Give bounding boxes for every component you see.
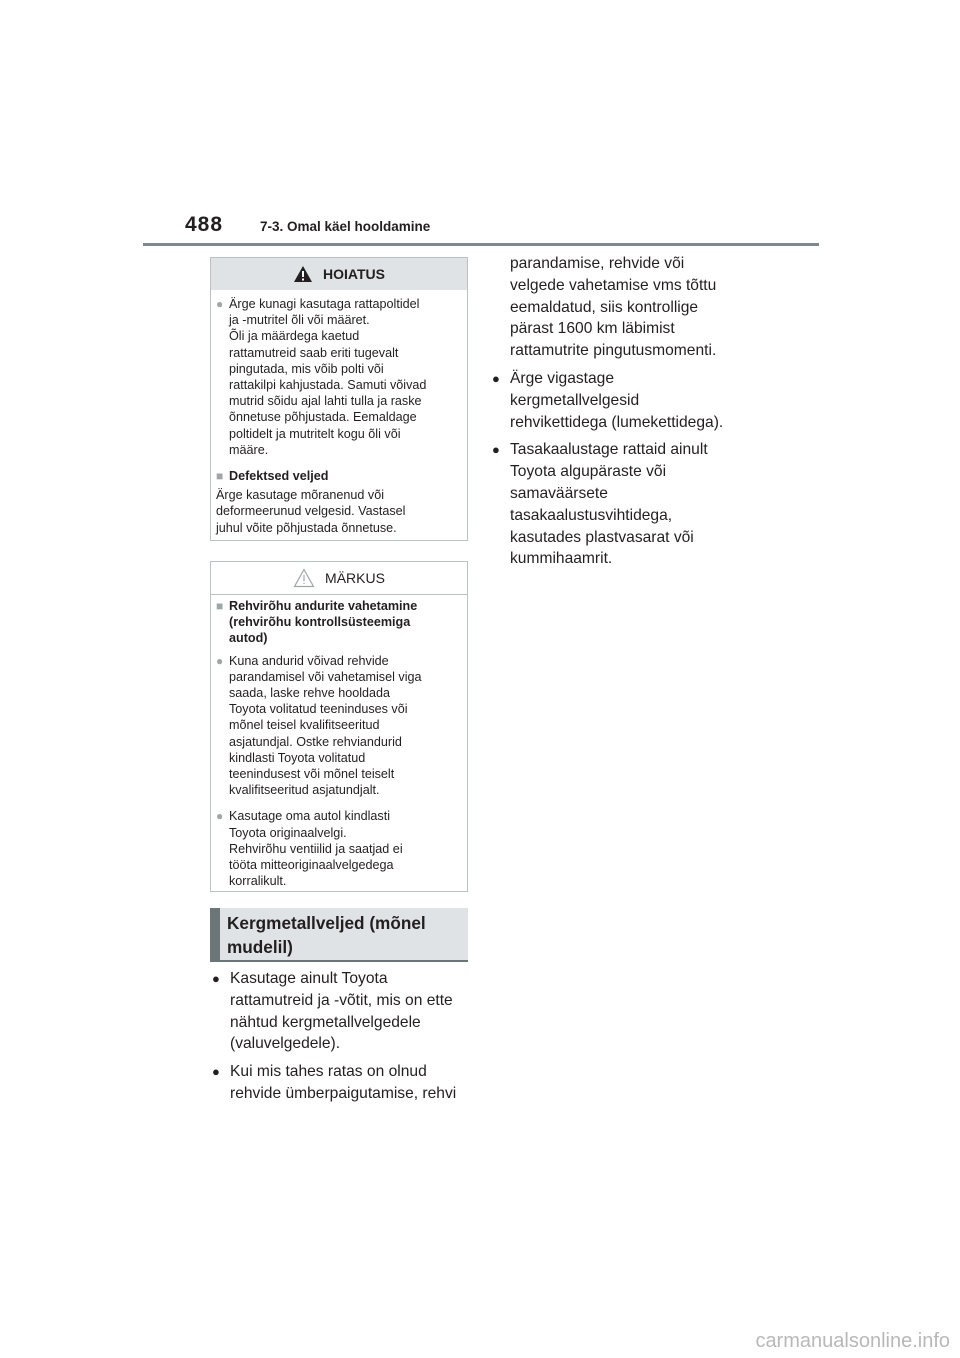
list-item-continuation bbox=[492, 253, 762, 362]
list-item bbox=[492, 439, 762, 570]
notice-subheading bbox=[216, 598, 461, 647]
warning-sub-text: Ärge kasutage mõranenud või deformeerunud velgesid. Vastasel juhul võite põhjustada õnnetuse. bbox=[216, 488, 406, 535]
bullet-icon: ● bbox=[492, 370, 500, 386]
notice-box-header bbox=[211, 562, 467, 595]
bullet-icon: ● bbox=[212, 971, 220, 986]
right-bullet-list bbox=[492, 253, 762, 570]
page-number: 488 bbox=[185, 213, 224, 236]
warning-box-header bbox=[211, 258, 467, 290]
warning-subheading-text: Defektsed veljed bbox=[229, 469, 329, 484]
bullet-dot-icon: ● bbox=[216, 653, 224, 668]
list-item-text: Tasakaalustage rattaid ainult Toyota algupäraste või samaväärsete tasakaalustusvihtidega, kasutades plastvasarat või kummihaamrit. bbox=[510, 441, 708, 568]
warning-title: HOIATUS bbox=[323, 266, 385, 282]
notice-subheading-text: Rehvirõhu andurite vahetamine (rehvirõhu kontrollsüsteemiga autod) bbox=[229, 599, 418, 646]
warning-box-body bbox=[211, 290, 467, 544]
caution-triangle-outline-icon bbox=[293, 568, 315, 588]
bullet-dot-icon: ● bbox=[216, 297, 224, 311]
list-item-text: Ärge vigastage kergmetallvelgesid rehvikettidega (lumekettidega). bbox=[510, 369, 724, 431]
notice-item-text: Kasutage oma autol kindlasti Toyota originaalvelgi. Rehvirõhu ventiilid ja saatjad ei tööta mitteoriginaalvelgedega korralikult. bbox=[229, 809, 403, 889]
notice-title: MÄRKUS bbox=[325, 570, 385, 586]
bullet-icon: ● bbox=[212, 1064, 220, 1080]
notice-item bbox=[216, 653, 461, 799]
notice-item bbox=[216, 808, 461, 889]
warning-box bbox=[210, 257, 468, 541]
notice-box-body bbox=[211, 595, 467, 897]
section-title: 7-3. Omal käel hooldamine bbox=[260, 219, 431, 234]
square-marker-icon: ■ bbox=[216, 599, 224, 613]
warning-item bbox=[216, 296, 461, 458]
bullet-dot-icon: ● bbox=[216, 809, 224, 824]
warning-subheading bbox=[216, 468, 461, 484]
notice-box bbox=[210, 561, 468, 892]
square-marker-icon: ■ bbox=[216, 469, 224, 484]
warning-triangle-icon bbox=[293, 265, 313, 283]
notice-item-text: Kuna andurid võivad rehvide parandamisel või vahetamisel viga saada, laske rehve hooldada Toyota volitatud teeninduses või mõnel teisel kvalifitseeritud asjatundjal. Ostke rehviandurid kindlasti Toyota volitatud teenindusest või mõnel teiselt kvalifitseeritud asjatundjalt. bbox=[229, 653, 422, 798]
list-item bbox=[212, 1061, 474, 1105]
list-item-text: Kasutage ainult Toyota rattamutreid ja -võtit, mis on ette nähtud kergmetallvelgedele (valuvelgedele). bbox=[230, 970, 453, 1053]
left-bullet-list bbox=[212, 968, 474, 1105]
alloy-wheels-heading: Kergmetallveljed (mõnel mudelil) bbox=[210, 908, 468, 962]
list-item bbox=[492, 368, 762, 433]
list-item-text: Kui mis tahes ratas on olnud rehvide ümberpaigutamise, rehvi bbox=[230, 1063, 457, 1102]
bullet-icon: ● bbox=[492, 442, 500, 458]
warning-item-text: Ärge kunagi kasutaga rattapoltidel ja -mutritel õli või määret. Õli ja määrdega kaetud rattamutreid saab eriti tugevalt pingutada, mis võib polti või rattakilpi kahjustada. Samuti võivad mutrid sõidu ajal lahti tulla ja raske õnnetuse põhjustada. Eemaldage poltidelt ja mutritelt kogu õli või määre. bbox=[229, 297, 427, 457]
list-item bbox=[212, 968, 474, 1055]
list-item-text: parandamise, rehvide või velgede vahetamise vms tõttu eemaldatud, siis kontrollige pärast 1600 km läbimist rattamutrite pingutusmomenti. bbox=[510, 255, 717, 360]
header-rule bbox=[143, 243, 819, 246]
watermark: carmanualsonline.info bbox=[755, 1330, 950, 1352]
